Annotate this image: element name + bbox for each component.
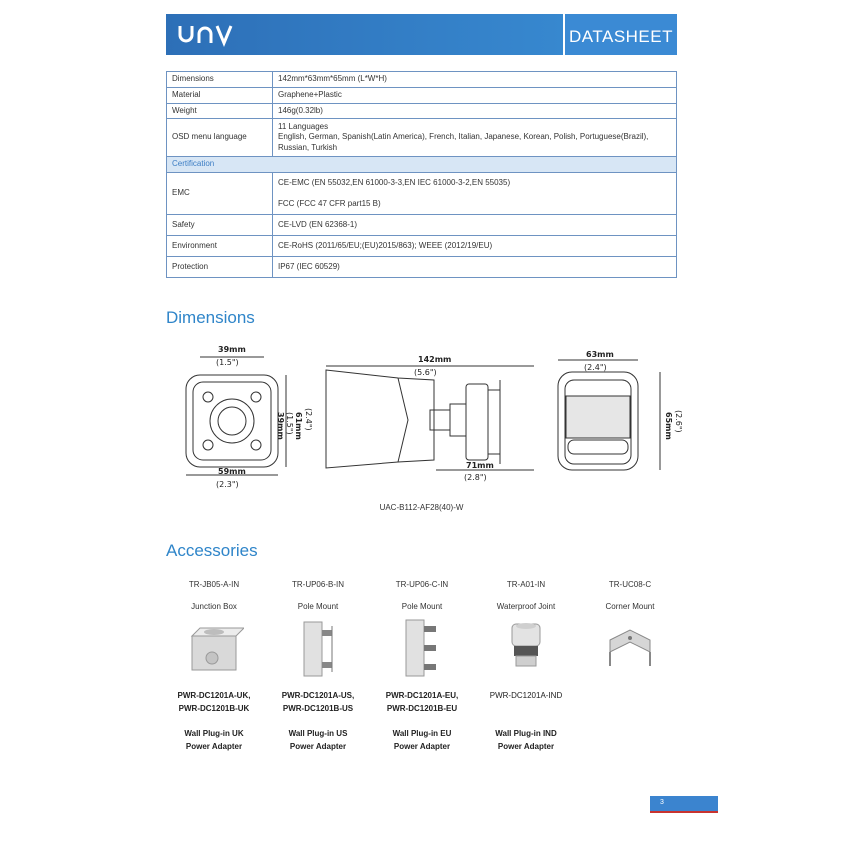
datasheet-title: DATASHEET <box>569 27 673 46</box>
power-code: PWR-DC1201A-US, <box>281 691 355 700</box>
power-code: PWR-DC1201B-EU <box>386 703 458 713</box>
accessory-model: TR-A01-IN <box>506 580 546 589</box>
power-code: PWR-DC1201A-UK, <box>177 691 251 700</box>
corner-mount-icon <box>600 618 660 678</box>
power-codes <box>162 690 266 716</box>
pole-mount-icon <box>392 618 452 678</box>
accessory-name: Junction Box <box>191 602 237 611</box>
footer-accent-line <box>650 811 718 813</box>
table-row <box>167 236 677 257</box>
spec-key: Dimensions <box>167 72 273 88</box>
front-view <box>186 357 286 475</box>
table-row <box>167 173 677 215</box>
spec-key: Protection <box>167 257 273 278</box>
spec-value: Graphene+Plastic <box>273 87 677 103</box>
spec-value <box>273 119 677 157</box>
spec-value: 142mm*63mm*65mm (L*W*H) <box>273 72 677 88</box>
front-h-mm: 61mm <box>294 412 303 440</box>
dimensions-heading: Dimensions <box>166 308 255 327</box>
datasheet-badge <box>563 14 677 55</box>
spec-value: IP67 (IEC 60529) <box>273 257 677 278</box>
side-mount-mm: 71mm <box>466 461 494 470</box>
page-number: 3 <box>660 799 664 806</box>
dimension-drawing <box>166 340 686 498</box>
table-row <box>167 257 677 278</box>
page-number-tab <box>650 796 718 811</box>
section-title: Certification <box>167 157 677 173</box>
power-desc-line: Wall Plug-in UK <box>184 729 244 738</box>
power-codes <box>474 690 578 703</box>
side-mount-in: (2.8") <box>464 473 487 482</box>
power-code: PWR-DC1201A-EU, <box>385 691 459 700</box>
accessory-name: Corner Mount <box>605 602 655 611</box>
waterproof-joint-icon <box>496 618 556 678</box>
front-h-in: (2.4") <box>304 408 313 431</box>
side-view <box>326 366 534 470</box>
front-top-in: (1.5") <box>216 358 239 367</box>
accessory-model: TR-UP06-C-IN <box>395 580 449 589</box>
spec-key: Material <box>167 87 273 103</box>
accessory-model: TR-JB05-A-IN <box>188 580 240 589</box>
power-code: PWR-DC1201A-IND <box>489 691 563 700</box>
spec-key: EMC <box>167 173 273 215</box>
spec-table <box>166 71 677 278</box>
accessory-name: Pole Mount <box>401 602 443 611</box>
back-w-in: (2.4") <box>584 363 607 372</box>
accessory-model: TR-UC08-C <box>608 580 652 589</box>
front-bottom-mm: 59mm <box>218 467 246 476</box>
power-desc <box>162 728 266 754</box>
back-w-mm: 63mm <box>586 350 614 359</box>
model-caption: UAC-B112-AF28(40)-W <box>379 503 464 512</box>
spec-key: Safety <box>167 215 273 236</box>
spec-value <box>273 173 677 215</box>
power-code: PWR-DC1201B-US <box>282 703 354 713</box>
table-row <box>167 87 677 103</box>
power-desc-line: Wall Plug-in US <box>288 729 348 738</box>
power-desc-line: Wall Plug-in IND <box>495 729 557 738</box>
power-desc-line: Power Adapter <box>393 741 451 751</box>
spec-value: CE-RoHS (2011/65/EU;(EU)2015/863); WEEE (2012/19/EU) <box>273 236 677 257</box>
unv-logo-icon <box>176 18 238 48</box>
power-desc-line: Power Adapter <box>185 741 243 751</box>
front-bottom-in: (2.3") <box>216 480 239 489</box>
section-row <box>167 157 677 173</box>
spec-line: CE-EMC (EN 55032,EN 61000-3-3,EN IEC 61000-3-2,EN 55035) <box>278 177 511 187</box>
accessory-name: Waterproof Joint <box>496 602 556 611</box>
accessory-model: TR-UP06-B-IN <box>291 580 344 589</box>
power-codes <box>266 690 370 716</box>
power-desc-line: Power Adapter <box>497 741 555 751</box>
back-view <box>558 360 660 470</box>
power-desc-line: Wall Plug-in EU <box>392 729 452 738</box>
header-banner <box>166 14 677 55</box>
power-desc <box>474 728 578 754</box>
power-codes <box>370 690 474 716</box>
power-desc-line: Power Adapter <box>289 741 347 751</box>
table-row <box>167 103 677 119</box>
spec-value: CE-LVD (EN 62368-1) <box>273 215 677 236</box>
junction-box-icon <box>184 618 244 678</box>
table-row <box>167 119 677 157</box>
back-h-mm: 65mm <box>664 412 673 440</box>
spec-line: English, German, Spanish(Latin America), French, Italian, Japanese, Korean, Polish, Portuguese(Brazil), Russian, Turkish <box>278 132 649 153</box>
brand-logo <box>176 18 238 55</box>
spec-key: Weight <box>167 103 273 119</box>
front-top-mm: 39mm <box>218 345 246 354</box>
spec-line: FCC (FCC 47 CFR part15 B) <box>278 198 381 208</box>
front-vert-in: (1.5") <box>285 412 294 435</box>
spec-value: 146g(0.32lb) <box>273 103 677 119</box>
table-row <box>167 72 677 88</box>
power-code: PWR-DC1201B-UK <box>178 703 250 713</box>
back-h-in: (2.6") <box>674 410 683 433</box>
spec-key: OSD menu language <box>167 119 273 157</box>
spec-line: 11 Languages <box>278 121 329 131</box>
spec-key: Environment <box>167 236 273 257</box>
table-row <box>167 215 677 236</box>
accessory-name: Pole Mount <box>297 602 339 611</box>
power-desc <box>370 728 474 754</box>
front-vert-mm: 39mm <box>276 412 285 440</box>
power-desc <box>266 728 370 754</box>
side-len-mm: 142mm <box>418 355 452 364</box>
accessories-heading: Accessories <box>166 541 258 560</box>
pole-mount-icon <box>288 618 348 678</box>
side-len-in: (5.6") <box>414 368 437 377</box>
